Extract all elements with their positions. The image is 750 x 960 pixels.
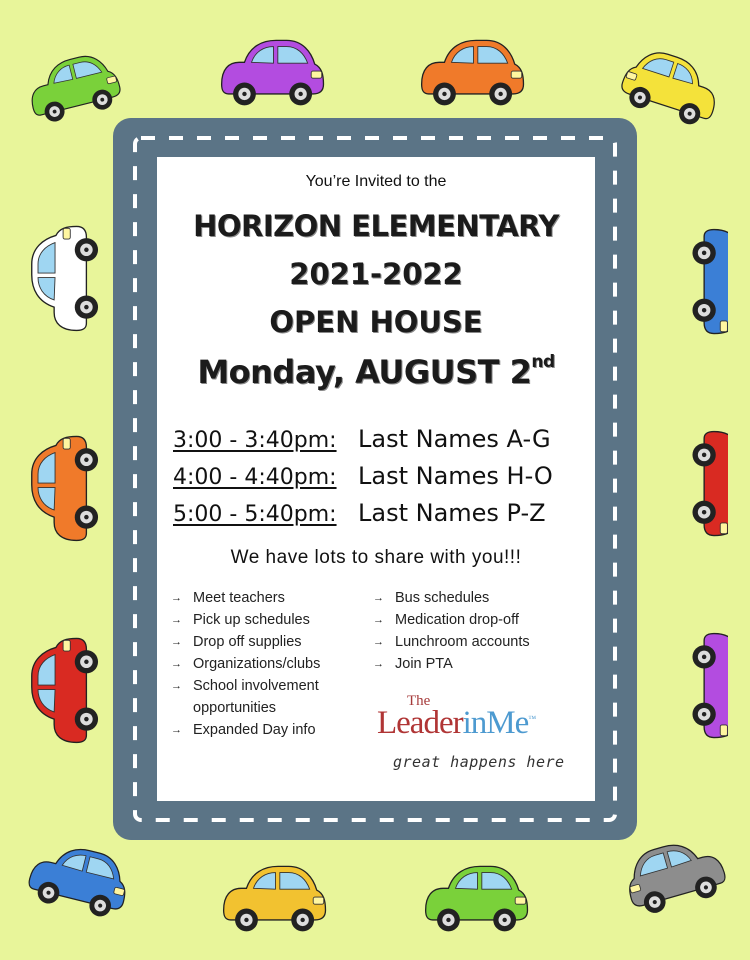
list-item: → Join PTA bbox=[371, 653, 581, 675]
session-row bbox=[173, 462, 593, 499]
logo-leader: Leader bbox=[377, 705, 463, 741]
car-icon bbox=[418, 36, 528, 108]
car-icon bbox=[24, 222, 104, 334]
list-item: → Meet teachers bbox=[169, 587, 365, 609]
event-title: OPEN HOUSE bbox=[269, 305, 483, 339]
event-date-suffix: nd bbox=[531, 352, 555, 373]
list-item: → Pick up schedules bbox=[169, 609, 365, 631]
session-schedule bbox=[173, 425, 593, 536]
logo-tagline: great happens here bbox=[393, 753, 565, 771]
arrow-icon: → bbox=[373, 614, 384, 626]
logo-me: Me bbox=[486, 705, 529, 741]
arrow-icon: → bbox=[373, 636, 384, 648]
logo-in: in bbox=[462, 705, 487, 741]
list-item: → Bus schedules bbox=[371, 587, 581, 609]
list-item: → Drop off supplies bbox=[169, 631, 365, 653]
share-line: We have lots to share with you!!! bbox=[230, 547, 522, 568]
car-icon bbox=[422, 862, 532, 934]
school-year: 2021-2022 bbox=[289, 257, 463, 291]
car-icon bbox=[220, 862, 330, 934]
event-date-main: Monday, AUGUST 2 bbox=[197, 353, 532, 391]
car-icon bbox=[648, 428, 728, 540]
car-icon bbox=[26, 45, 122, 129]
flyer-card bbox=[157, 157, 595, 801]
arrow-icon: → bbox=[373, 592, 384, 604]
list-item: → Medication drop-off bbox=[371, 609, 581, 631]
session-time: 5:00 - 5:40pm: bbox=[173, 502, 337, 527]
car-icon bbox=[648, 226, 728, 338]
arrow-icon: → bbox=[171, 636, 182, 648]
session-names: Last Names A-G bbox=[358, 425, 551, 453]
event-date bbox=[157, 353, 595, 391]
car-icon bbox=[648, 630, 728, 742]
invite-line: You’re Invited to the bbox=[305, 173, 447, 190]
arrow-icon: → bbox=[171, 614, 182, 626]
session-time: 3:00 - 3:40pm: bbox=[173, 428, 337, 453]
car-icon bbox=[24, 634, 104, 746]
car-icon bbox=[620, 42, 722, 130]
session-row bbox=[173, 425, 593, 462]
session-row bbox=[173, 499, 593, 536]
session-names: Last Names H-O bbox=[358, 462, 553, 490]
right-agenda-list bbox=[371, 587, 581, 675]
logo-the: The bbox=[407, 693, 431, 709]
left-agenda-list bbox=[169, 587, 365, 741]
arrow-icon: → bbox=[171, 658, 182, 670]
car-icon bbox=[24, 432, 104, 544]
arrow-icon: → bbox=[171, 592, 182, 604]
leader-in-me-logo bbox=[377, 693, 587, 783]
car-icon bbox=[218, 36, 328, 108]
list-item: → Organizations/clubs bbox=[169, 653, 365, 675]
car-icon bbox=[28, 836, 132, 922]
list-item: → Lunchroom accounts bbox=[371, 631, 581, 653]
list-item: → Expanded Day info bbox=[169, 719, 365, 741]
arrow-icon: → bbox=[373, 658, 384, 670]
session-time: 4:00 - 4:40pm: bbox=[173, 465, 337, 490]
logo-tm: ™ bbox=[528, 714, 536, 723]
school-name: HORIZON ELEMENTARY bbox=[193, 209, 559, 243]
list-item: → School involvement opportunities bbox=[169, 675, 365, 719]
arrow-icon: → bbox=[171, 724, 182, 736]
session-names: Last Names P-Z bbox=[358, 499, 546, 527]
arrow-icon: → bbox=[171, 680, 182, 692]
car-icon bbox=[622, 830, 726, 920]
logo-wordmark bbox=[377, 705, 535, 742]
